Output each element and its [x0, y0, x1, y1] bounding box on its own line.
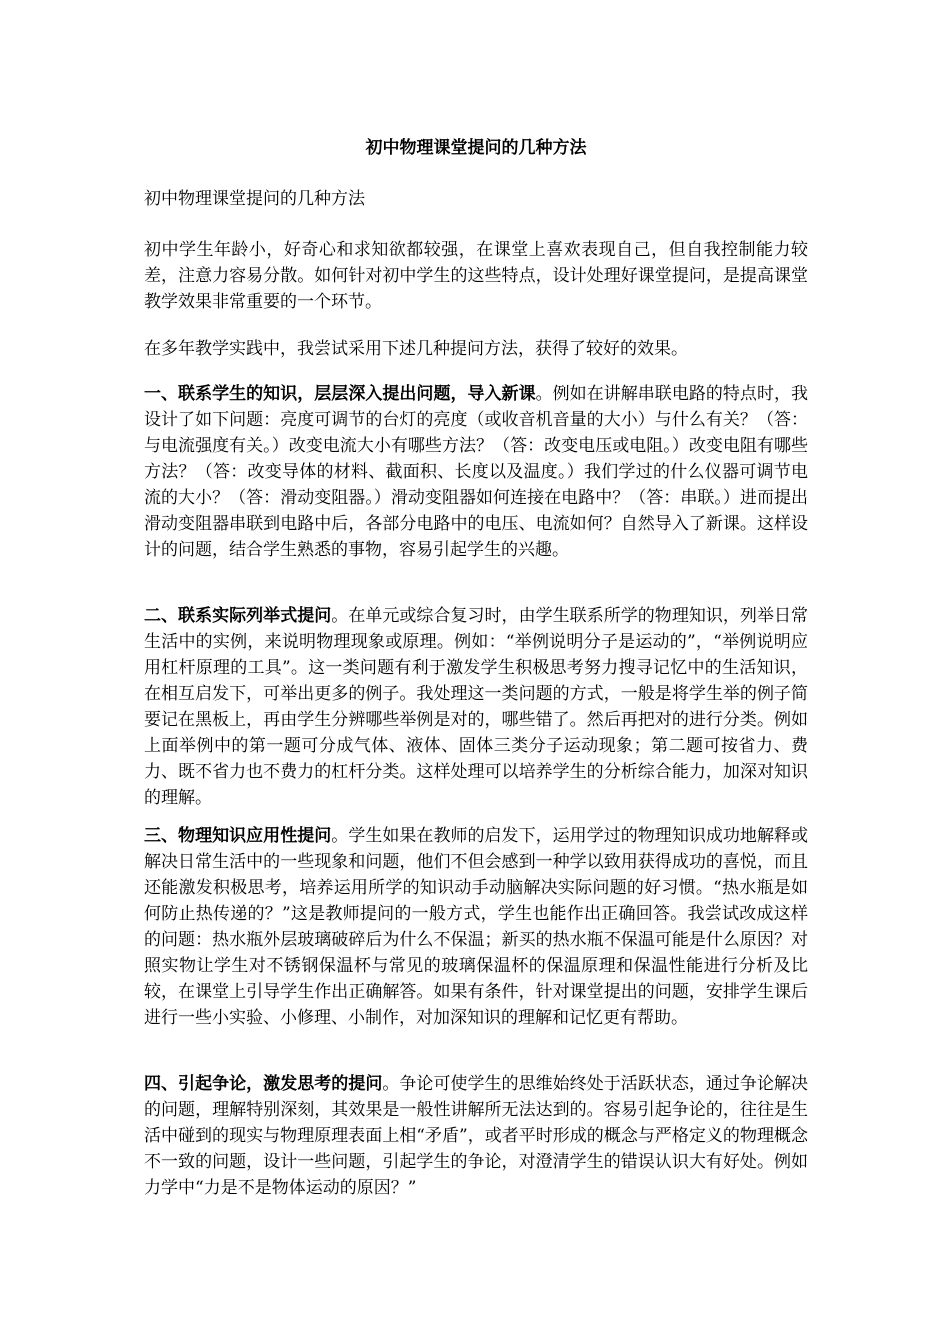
section-paragraph-1	[144, 381, 808, 563]
intro-paragraph: 初中学生年龄小，好奇心和求知欲都较强，在课堂上喜欢表现自己，但自我控制能力较差，注意力容易分散。如何针对初中学生的这些特点，设计处理好课堂提问，是提高课堂教学效果非常重要的一个环节。	[144, 240, 808, 312]
section-heading-2: 二、联系实际列举式提问	[144, 606, 332, 626]
section-heading-4: 四、引起争论，激发思考的提问	[144, 1074, 383, 1094]
section-paragraph-4	[144, 1071, 808, 1201]
practice-paragraph: 在多年教学实践中，我尝试采用下述几种提问方法，获得了较好的效果。	[144, 339, 688, 359]
section-body-4: 。争论可使学生的思维始终处于活跃状态，通过争论解决的问题，理解特别深刻，其效果是一般性讲解所无法达到的。容易引起争论的，往往是生活中碰到的现实与物理原理表面上相“矛盾”，或者平时形成的概念与严格定义的物理概念不一致的问题，设计一些问题，引起学生的争论，对澄清学生的错误认识大有好处。例如力学中“力是不是物体运动的原因？”	[144, 1074, 809, 1198]
section-heading-3: 三、物理知识应用性提问	[144, 826, 332, 846]
section-body-3: 。学生如果在教师的启发下，运用学过的物理知识成功地解释或解决日常生活中的一些现象和问题，他们不但会感到一种学以致用获得成功的喜悦，而且还能激发积极思考，培养运用所学的知识动手动脑解决实际问题的好习惯。“热水瓶是如何防止热传递的？”这是教师提问的一般方式，学生也能作出正确回答。我尝试改成这样的问题：热水瓶外层玻璃破碎后为什么不保温；新买的热水瓶不保温可能是什么原因？对照实物让学生对不锈钢保温杯与常见的玻璃保温杯的保温原理和保温性能进行分析及比较，在课堂上引导学生作出正确解答。如果有条件，针对课堂提出的问题，安排学生课后进行一些小实验、小修理、小制作，对加深知识的理解和记忆更有帮助。	[144, 826, 809, 1028]
section-body-2: 。在单元或综合复习时，由学生联系所学的物理知识，列举日常生活中的实例，来说明物理现象或原理。例如：“举例说明分子是运动的”，“举例说明应用杠杆原理的工具”。这一类问题有利于激发学生积极思考努力搜寻记忆中的生活知识，在相互启发下，可举出更多的例子。我处理这一类问题的方式，一般是将学生举的例子简要记在黑板上，再由学生分辨哪些举例是对的，哪些错了。然后再把对的进行分类。例如上面举例中的第一题可分成气体、液体、固体三类分子运动现象；第二题可按省力、费力、既不省力也不费力的杠杆分类。这样处理可以培养学生的分析综合能力，加深对知识的理解。	[144, 606, 809, 808]
section-paragraph-2	[144, 603, 808, 811]
document-title: 初中物理课堂提问的几种方法	[365, 138, 587, 158]
section-body-1: 。例如在讲解串联电路的特点时，我设计了如下问题：亮度可调节的台灯的亮度（或收音机音量的大小）与什么有关？（答：与电流强度有关。）改变电流大小有哪些方法？（答：改变电压或电阻。）改变电阻有哪些方法？（答：改变导体的材料、截面积、长度以及温度。）我们学过的什么仪器可调节电流的大小？（答：滑动变阻器。）滑动变阻器如何连接在电路中？（答：串联。）进而提出滑动变阻器串联到电路中后，各部分电路中的电压、电流如何？自然导入了新课。这样设计的问题，结合学生熟悉的事物，容易引起学生的兴趣。	[144, 384, 809, 560]
document-subtitle: 初中物理课堂提问的几种方法	[144, 189, 365, 209]
section-heading-1: 一、联系学生的知识，层层深入提出问题，导入新课	[144, 384, 536, 404]
section-paragraph-3	[144, 823, 808, 1031]
